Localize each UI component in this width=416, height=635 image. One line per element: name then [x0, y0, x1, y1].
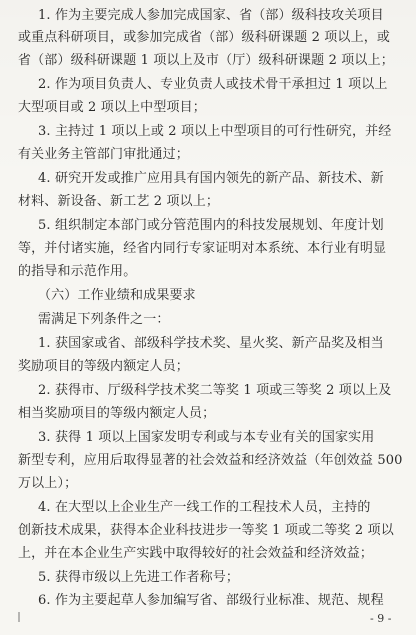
text-line-18: 相当奖励项目的等级内额定人员； [18, 406, 216, 421]
text-line-20: 新型专利，应用后取得显著的社会效益和经济效益（年创效益 500 [18, 453, 403, 468]
text-line-19: 3. 获得 1 项以上国家发明专利或与本专业有关的国家实用 [38, 430, 375, 445]
text-line-16: 奖励项目的等级内额定人员； [18, 359, 189, 374]
text-line-17: 2. 获得市、厅级科学技术奖二等奖 1 项或三等奖 2 项以上及 [38, 383, 392, 398]
section-heading: （六）工作业绩和成果要求 [38, 288, 196, 303]
text-line-7: 有关业务主管部门审批通过； [18, 147, 189, 162]
text-line-4: 2. 作为项目负责人、专业负责人或技术骨干承担过 1 项以上 [38, 77, 388, 92]
text-line-3: 省（部）级科研课题 1 项以上及市（厅）级科研课题 2 项以上； [18, 53, 394, 68]
text-line-10: 5. 组织制定本部门或分管范围内的科技发展规划、年度计划 [38, 218, 384, 233]
text-line-24: 上，并在本企业生产实践中取得较好的社会效益和经济效益； [18, 546, 374, 561]
text-line-25: 5. 获得市级以上先进工作者称号； [38, 570, 240, 585]
text-line-6: 3. 主持过 1 项以上或 2 项以上中型项目的可行性研究，并经 [38, 124, 392, 139]
text-line-23: 创新技术成果，获得本企业科技进步一等奖 1 项或二等奖 2 项以 [18, 523, 394, 538]
text-line-12: 的指导和示范作用。 [18, 264, 137, 279]
text-line-1: 1. 作为主要完成人参加完成国家、省（部）级科技攻关项目 [38, 8, 384, 23]
text-line-15: 1. 获国家或省、部级科学技术奖、星火奖、新产品奖及相当 [38, 336, 384, 351]
text-line-26: 6. 作为主要起草人参加编写省、部级行业标准、规范、规程 [38, 593, 384, 608]
text-line-5: 大型项目或 2 项以上中型项目； [18, 100, 206, 115]
text-line-2: 或重点科研项目，或参加完成省（部）级科研课题 2 项以上，或 [18, 30, 391, 45]
text-line-11: 等，并付诸实施，经省内同行专家证明对本系统、本行业有明显 [18, 241, 387, 256]
text-line-8: 4. 研究开发或推广应用具有国内领先的新产品、新技术、新 [38, 171, 384, 186]
text-line-21: 万以上）； [18, 476, 78, 491]
text-line-9: 材料、新设备、新工艺 2 项以上； [18, 194, 220, 209]
text-line-22: 4. 在大型以上企业生产一线工作的工程技术人员，主持的 [38, 500, 371, 515]
requirement-intro: 需满足下列条件之一： [38, 312, 170, 327]
page-number: - 9 - [370, 612, 392, 625]
left-margin-mark [18, 612, 20, 622]
